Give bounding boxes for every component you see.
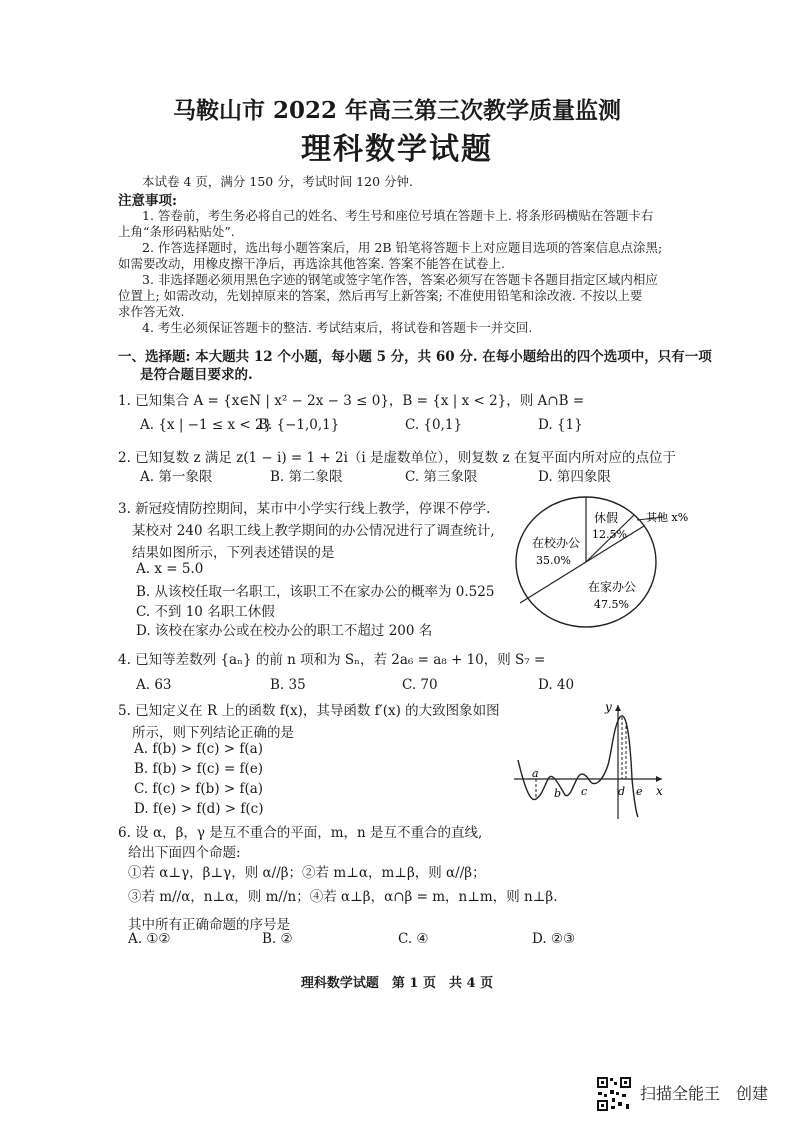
option-b: B. 第二象限 bbox=[270, 469, 343, 485]
option-d: D. 40 bbox=[538, 677, 575, 693]
option-a: A. ①② bbox=[128, 931, 171, 947]
question-5-line: 所示，则下列结论正确的是 bbox=[132, 725, 294, 741]
pie-value-home: 47.5% bbox=[594, 598, 629, 611]
question-5-line: 5. 已知定义在 R 上的函数 f(x)，其导函数 f′(x) 的大致图象如图 bbox=[118, 703, 500, 719]
axis-label-x: x bbox=[656, 784, 663, 798]
option-a: A. {x | −1 ≤ x < 2} bbox=[140, 417, 273, 433]
scanner-watermark: 扫描全能王 创建 bbox=[640, 1084, 769, 1103]
question-6-line: 给出下面四个命题: bbox=[128, 845, 241, 861]
pie-value-vacation: 12.5% bbox=[592, 528, 627, 541]
notes-heading: 注意事项: bbox=[118, 193, 177, 209]
question-3-line: 某校对 240 名职工线上教学期间的办公情况进行了调查统计, bbox=[132, 523, 495, 539]
question-2-stem: 2. 已知复数 z 满足 z(1 − i) = 1 + 2i（i 是虚数单位），则复数 z 在复平面内所对应的点位于 bbox=[118, 450, 676, 466]
question-4-stem: 4. 已知等差数列 {aₙ} 的前 n 项和为 Sₙ，若 2a₆ = a₈ + 10，则 S₇ = bbox=[118, 652, 546, 668]
option-d: D. 第四象限 bbox=[538, 469, 611, 485]
note-line: 4. 考生必须保证答题卡的整洁. 考试结束后，将试卷和答题卡一并交回. bbox=[142, 320, 533, 335]
question-3-line: 3. 新冠疫情防控期间，某市中小学实行线上教学，停课不停学. bbox=[118, 501, 491, 517]
pie-label-school: 在校办公 bbox=[532, 536, 581, 550]
option-a: A. f(b) > f(c) > f(a) bbox=[134, 741, 263, 757]
note-line: 1. 答卷前，考生务必将自己的姓名、考生号和座位号填在答题卡上. 将条形码横贴在答题卡右 bbox=[142, 208, 654, 223]
point-label-e: e bbox=[636, 785, 643, 798]
note-line: 位置上; 如需改动，先划掉原来的答案，然后再写上新答案; 不准使用铅笔和涂改液. 不按以上要 bbox=[118, 288, 643, 303]
option-a: A. 第一象限 bbox=[140, 469, 213, 485]
intro: 本试卷 4 页，满分 150 分，考试时间 120 分钟. bbox=[142, 174, 413, 189]
title: 马鞍山市 2022 年高三第三次教学质量监测 bbox=[172, 97, 622, 124]
pie-divider bbox=[520, 562, 586, 603]
option-b: B. 从该校任取一名职工，该职工不在家办公的概率为 0.525 bbox=[136, 584, 495, 600]
pie-label-other: 其他 x% bbox=[646, 511, 689, 524]
question-1-stem: 1. 已知集合 A = {x∈N | x² − 2x − 3 ≤ 0}，B = {x | x < 2}，则 A∩B = bbox=[118, 393, 585, 409]
pie-label-vacation: 休假 bbox=[594, 511, 619, 525]
y-axis-arrow bbox=[615, 705, 621, 711]
section-heading: 是符合题目要求的. bbox=[140, 367, 253, 383]
option-d: D. 该校在家办公或在校办公的职工不超过 200 名 bbox=[136, 623, 433, 639]
note-line: 如需要改动，用橡皮擦干净后，再选涂其他答案. 答案不能答在试卷上. bbox=[118, 256, 505, 271]
question-3-line: 结果如图所示，下列表述错误的是 bbox=[132, 545, 335, 561]
option-b: B. f(b) > f(c) = f(e) bbox=[134, 761, 264, 777]
qr-code-icon bbox=[596, 1076, 632, 1112]
section-heading: 一、选择题: 本大题共 12 个小题，每小题 5 分，共 60 分. 在每小题给出的四个选项中，只有一项 bbox=[118, 349, 712, 365]
option-b: B. {−1,0,1} bbox=[258, 417, 340, 433]
page-footer: 理科数学试题 第 1 页 共 4 页 bbox=[300, 976, 494, 991]
option-d: D. ②③ bbox=[532, 931, 576, 947]
question-6-line: 6. 设 α，β，γ 是互不重合的平面，m，n 是互不重合的直线, bbox=[118, 825, 483, 841]
option-c: C. ④ bbox=[398, 931, 429, 947]
option-d: D. {1} bbox=[538, 417, 583, 433]
derivative-graph bbox=[510, 695, 670, 820]
option-b: B. ② bbox=[262, 931, 293, 947]
axis-label-y: y bbox=[605, 700, 612, 714]
point-label-c: c bbox=[581, 785, 588, 798]
option-b: B. 35 bbox=[270, 677, 306, 693]
point-label-b: b bbox=[554, 787, 562, 800]
pie-value-school: 35.0% bbox=[536, 554, 571, 567]
question-6-line: 其中所有正确命题的序号是 bbox=[128, 917, 290, 933]
note-line: 2. 作答选择题时，选出每小题答案后，用 2B 铅笔将答题卡上对应题目选项的答案信息点涂黑; bbox=[142, 240, 663, 255]
option-c: C. {0,1} bbox=[405, 417, 463, 433]
option-a: A. x = 5.0 bbox=[136, 561, 204, 577]
question-6-line: ③若 m//α，n⊥α，则 m//n；④若 α⊥β，α∩β = m，n⊥m，则 n⊥β. bbox=[128, 889, 558, 905]
note-line: 3. 非选择题必须用黑色字迹的钢笔或签字笔作答，答案必须写在答题卡各题目指定区域内相应 bbox=[142, 272, 658, 287]
note-line: 上角“条形码粘贴处”. bbox=[118, 224, 235, 239]
pie-chart bbox=[506, 490, 691, 635]
option-a: A. 63 bbox=[136, 677, 172, 693]
subtitle: 理科数学试题 bbox=[301, 132, 493, 167]
point-label-a: a bbox=[532, 767, 539, 780]
option-c: C. 不到 10 名职工休假 bbox=[136, 604, 275, 620]
pie-label-home: 在家办公 bbox=[588, 580, 637, 594]
option-c: C. 第三象限 bbox=[405, 469, 478, 485]
question-6-line: ①若 α⊥γ，β⊥γ，则 α//β；②若 m⊥α，m⊥β，则 α//β； bbox=[128, 865, 486, 881]
option-c: C. f(c) > f(b) > f(a) bbox=[134, 781, 264, 797]
note-line: 求作答无效. bbox=[118, 304, 185, 319]
option-c: C. 70 bbox=[402, 677, 438, 693]
option-d: D. f(e) > f(d) > f(c) bbox=[134, 801, 264, 817]
point-label-d: d bbox=[618, 785, 626, 798]
x-axis-arrow bbox=[656, 776, 662, 782]
